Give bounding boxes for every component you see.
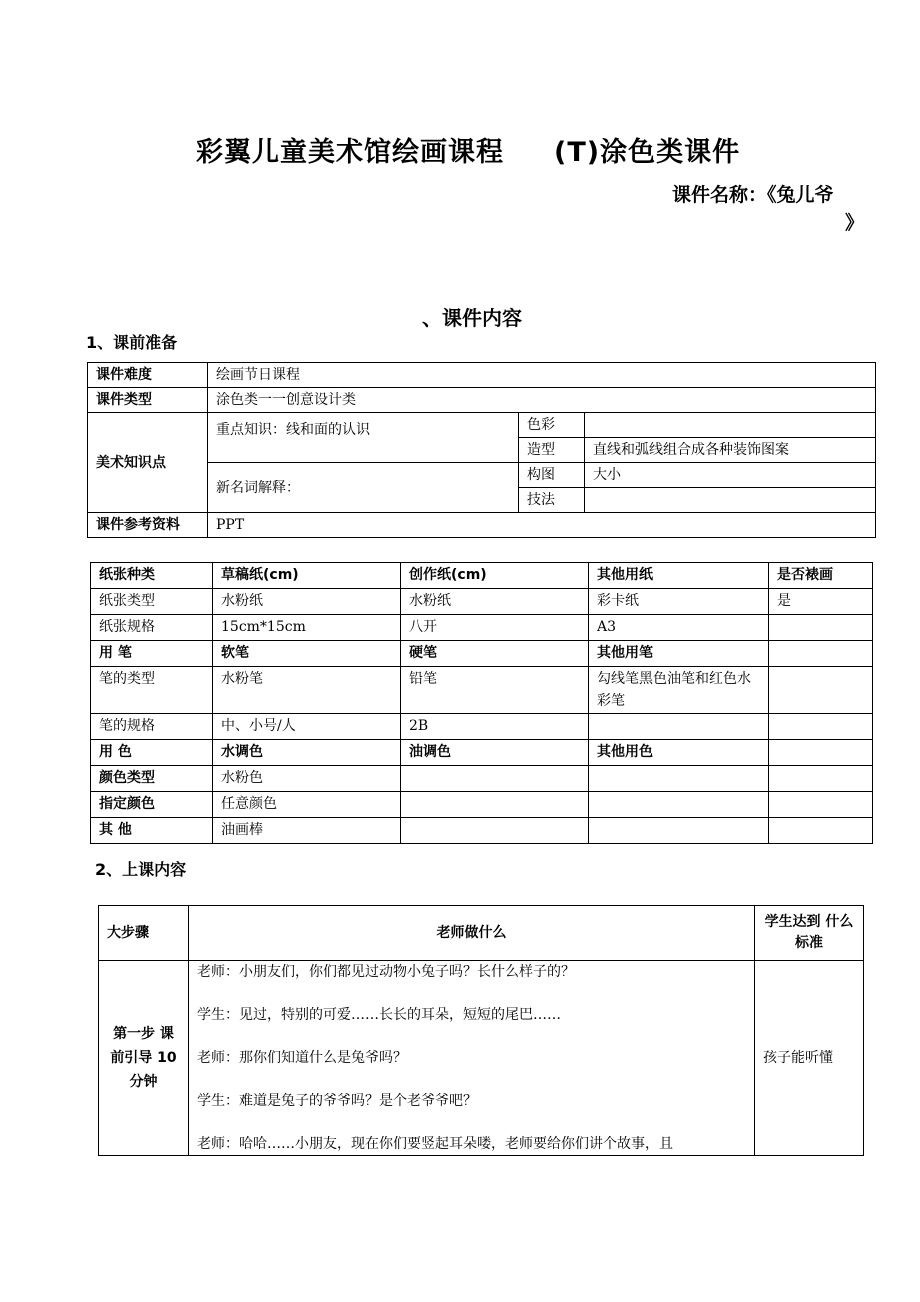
table-cell [589, 792, 769, 818]
table-cell [589, 714, 769, 740]
table-cell: 其他用笔 [589, 641, 769, 667]
table-row [91, 615, 873, 641]
title-tag: (T)涂色类课件 [554, 137, 741, 168]
table-cell: 水粉笔 [213, 667, 401, 714]
table-row [88, 388, 876, 413]
table-cell [769, 740, 873, 766]
table-cell: 软笔 [213, 641, 401, 667]
table-cell: 油画棒 [213, 818, 401, 844]
dialog-line: 老师：哈哈……小朋友，现在你们要竖起耳朵喽，老师要给你们讲个故事，且 [197, 1136, 673, 1152]
table-cell [401, 766, 589, 792]
knowledge-label: 美术知识点 [88, 413, 208, 513]
table-cell [769, 667, 873, 714]
table-cell [769, 714, 873, 740]
table-cell: 用 色 [91, 740, 213, 766]
table-cell: 任意颜色 [213, 792, 401, 818]
table-cell [401, 818, 589, 844]
dialog-cell [189, 961, 755, 1156]
table-cell: 水粉纸 [213, 589, 401, 615]
table-row [91, 589, 873, 615]
course-name-line2: 》 [845, 212, 865, 234]
table-cell: 15cm*15cm [213, 615, 401, 641]
table-cell: 八开 [401, 615, 589, 641]
reference-value: PPT [208, 513, 876, 538]
lesson-table [98, 905, 864, 1156]
step1-label: 第一步 课前引导 10分钟 [99, 961, 189, 1156]
composition-value: 大小 [585, 463, 876, 488]
composition-label: 构图 [519, 463, 585, 488]
table-cell: 中、小号/人 [213, 714, 401, 740]
table-row [91, 563, 873, 589]
type-label: 课件类型 [88, 388, 208, 413]
table-cell: 纸张规格 [91, 615, 213, 641]
table-cell: A3 [589, 615, 769, 641]
table-cell: 水粉色 [213, 766, 401, 792]
color-label: 色彩 [519, 413, 585, 438]
table-cell [769, 641, 873, 667]
table-cell: 纸张种类 [91, 563, 213, 589]
table-cell [589, 818, 769, 844]
table-cell: 铅笔 [401, 667, 589, 714]
table-cell: 其他用色 [589, 740, 769, 766]
table-row [91, 714, 873, 740]
table-row [88, 413, 876, 438]
table-row [88, 363, 876, 388]
table-row [91, 740, 873, 766]
table-cell: 纸张类型 [91, 589, 213, 615]
table-cell: 草稿纸(cm) [213, 563, 401, 589]
dialog-line: 学生：见过，特别的可爱……长长的耳朵，短短的尾巴…… [197, 1007, 561, 1023]
table-row [91, 766, 873, 792]
table-cell: 是 [769, 589, 873, 615]
title-main: 彩翼儿童美术馆绘画课程 [196, 137, 504, 168]
table-cell: 硬笔 [401, 641, 589, 667]
header-standard: 学生达到 什么标准 [755, 906, 864, 961]
table-cell: 颜色类型 [91, 766, 213, 792]
table-row [99, 961, 864, 1156]
materials-table [90, 562, 873, 844]
difficulty-value: 绘画节日课程 [208, 363, 876, 388]
dialog-line: 老师：那你们知道什么是兔爷吗？ [197, 1050, 407, 1066]
shape-label: 造型 [519, 438, 585, 463]
table-row [91, 667, 873, 714]
table-cell: 勾线笔黑色油笔和红色水彩笔 [589, 667, 769, 714]
subheading-prep: 1、课前准备 [86, 333, 178, 352]
table-cell: 2B [401, 714, 589, 740]
table-cell [401, 792, 589, 818]
table-cell [769, 792, 873, 818]
table-cell: 用 笔 [91, 641, 213, 667]
table-cell: 是否裱画 [769, 563, 873, 589]
standard-value: 孩子能听懂 [755, 961, 864, 1156]
table-cell [589, 766, 769, 792]
dialog-line: 老师：小朋友们，你们都见过动物小兔子吗？长什么样子的？ [197, 964, 575, 980]
table-cell [769, 766, 873, 792]
table-row [88, 513, 876, 538]
table-cell: 油调色 [401, 740, 589, 766]
table-cell [769, 818, 873, 844]
table-cell: 笔的类型 [91, 667, 213, 714]
table-row [91, 818, 873, 844]
technique-label: 技法 [519, 488, 585, 513]
color-value [585, 413, 876, 438]
table-cell: 其他用纸 [589, 563, 769, 589]
table-cell: 水粉纸 [401, 589, 589, 615]
header-step: 大步骤 [99, 906, 189, 961]
table-cell: 创作纸(cm) [401, 563, 589, 589]
table-row [91, 792, 873, 818]
document-title [196, 130, 740, 169]
table-row [91, 641, 873, 667]
prep-info-table [87, 362, 876, 538]
table-cell: 彩卡纸 [589, 589, 769, 615]
table-cell: 其 他 [91, 818, 213, 844]
new-terms: 新名词解释： [208, 463, 519, 513]
table-cell: 笔的规格 [91, 714, 213, 740]
table-cell [769, 615, 873, 641]
dialog-line: 学生：难道是兔子的爷爷吗？是个老爷爷吧？ [197, 1093, 477, 1109]
key-knowledge: 重点知识：线和面的认识 [208, 413, 519, 463]
course-name-line1: 课件名称：《兔儿爷 [672, 184, 834, 206]
shape-value: 直线和弧线组合成各种装饰图案 [585, 438, 876, 463]
table-row [99, 906, 864, 961]
header-teacher: 老师做什么 [189, 906, 755, 961]
table-cell: 水调色 [213, 740, 401, 766]
difficulty-label: 课件难度 [88, 363, 208, 388]
table-cell: 指定颜色 [91, 792, 213, 818]
technique-value [585, 488, 876, 513]
reference-label: 课件参考资料 [88, 513, 208, 538]
subheading-class: 2、上课内容 [95, 860, 187, 879]
section-title: 、课件内容 [422, 306, 522, 330]
type-value: 涂色类一一创意设计类 [208, 388, 876, 413]
